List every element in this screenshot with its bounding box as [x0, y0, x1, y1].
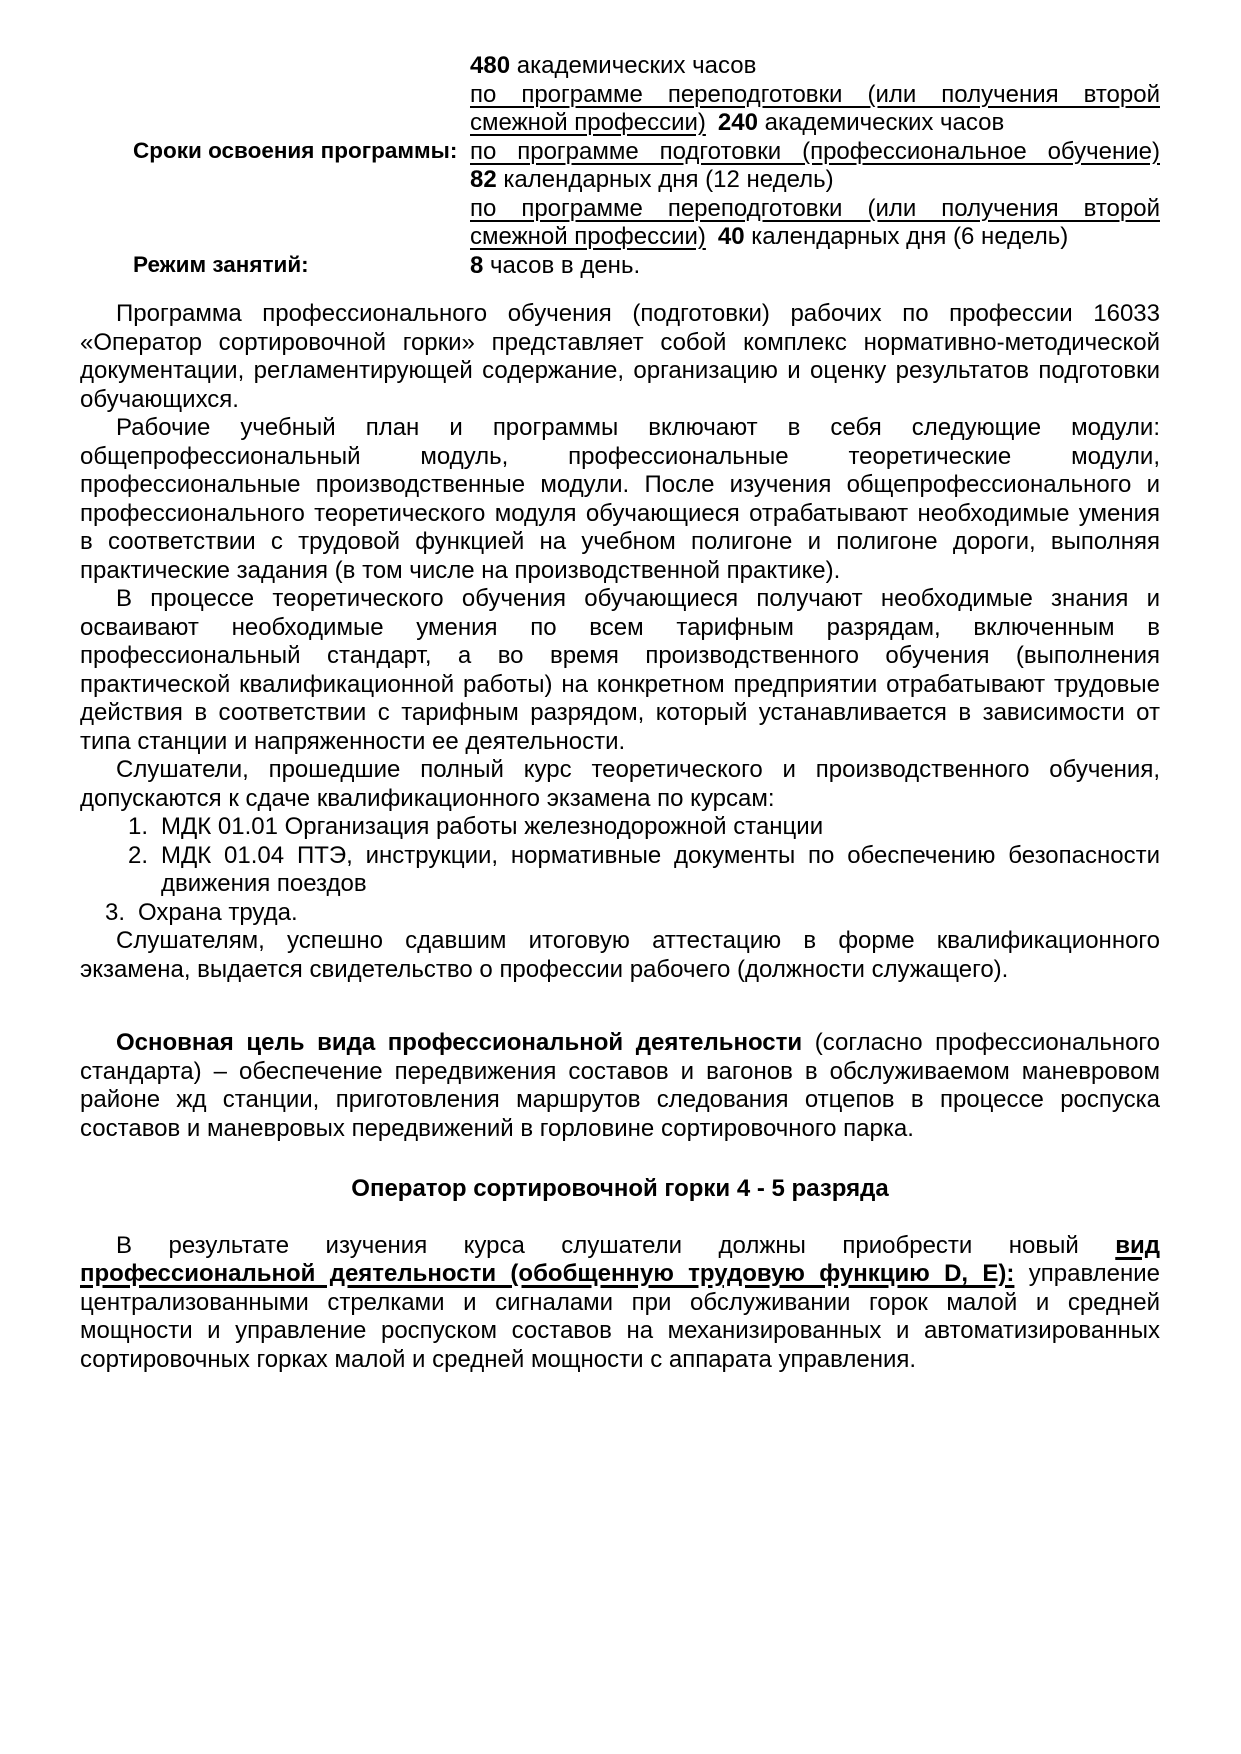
paragraph-course-result	[80, 1232, 1160, 1375]
hours-240: 240	[717, 109, 758, 136]
main-goal-rest-text: (согласно профессионального стандарта) – обеспечение передвижения составов и вагонов в обслуживаемом маневровом районе жд станции, приготовления маршрутов следования отцепов в процессе роспуска составов и маневровых передвижений в горловине сортировочного парка.	[80, 1029, 1160, 1142]
related-profession-text-2: смежной профессии)	[470, 223, 706, 250]
info-line-days-82	[470, 166, 1160, 195]
program-info-column	[470, 52, 1160, 280]
info-line-hours-per-day	[470, 252, 1160, 281]
hours-8: 8	[470, 251, 484, 279]
section-heading-operator-grade: Оператор сортировочной горки 4 - 5 разряда	[351, 1175, 889, 1202]
paragraph-program-overview: Программа профессионального обучения (подготовки) рабочих по профессии 16033 «Оператор сортировочной горки» представляет собой комплекс нормативно-методической документации, регламентирующей содержание, организацию и оценку результатов подготовки обучающихся.	[80, 300, 1160, 413]
hours-480-text: академических часов	[510, 52, 757, 79]
paragraph-exam-intro: Слушатели, прошедшие полный курс теоретического и производственного обучения, допускаются к сдаче квалификационного экзамена по курсам:	[80, 756, 1160, 812]
result-intro-text: В результате изучения курса слушатели должны приобрести новый	[116, 1231, 1116, 1259]
info-line-days-40	[470, 223, 1160, 252]
list-item-number: 3.	[105, 898, 126, 926]
duration-label: Сроки освоения программы:	[133, 138, 458, 163]
paragraph-main-goal	[80, 1029, 1160, 1143]
main-goal-bold-text: Основная цель вида профессиональной деятельности	[116, 1029, 803, 1056]
exam-course-list	[80, 813, 1160, 927]
info-line-hours-240	[470, 109, 1160, 138]
list-item-labor-safety	[105, 899, 1160, 928]
result-bold-underline-text: вид профессиональной деятельности (обобщенную трудовую функцию D, E):	[80, 1231, 1160, 1287]
days-40-text: календарных дня (6 недель)	[744, 223, 1069, 250]
result-rest-text: управление централизованными стрелками и сигналами при обслуживании горок малой и средней мощности и управление роспуском составов на механизированных и автоматизированных сортировочных горках малой и средней мощности с аппарата управления.	[80, 1260, 1160, 1373]
related-profession-text: смежной профессии)	[470, 109, 706, 136]
program-info-section	[80, 52, 1160, 280]
hours-480: 480	[470, 52, 511, 79]
list-item-number: 1.	[128, 813, 149, 840]
days-82: 82	[470, 166, 497, 193]
days-82-text: календарных дня (12 недель)	[496, 166, 834, 193]
paragraph-certificate: Слушателям, успешно сдавшим итоговую аттестацию в форме квалификационного экзамена, выдается свидетельство о профессии рабочего (должности служащего).	[80, 927, 1160, 983]
list-item-text: МДК 01.04 ПТЭ, инструкции, нормативные документы по обеспечению безопасности движения поездов	[161, 841, 1160, 897]
list-item-mdk-0101	[128, 813, 1160, 842]
info-line-hours-480	[470, 52, 1160, 81]
paragraph-modules: Рабочие учебный план и программы включают в себя следующие модули: общепрофессиональный модуль, профессиональные теоретические модули, профессиональные производственные модули. После изучения общепрофессионального и профессионального теоретического модуля обучающиеся отрабатывают необходимые умения в соответствии с трудовой функцией на учебном полигоне и полигоне дороги, выполняя практические задания (в том числе на производственной практике).	[80, 414, 1160, 584]
hours-240-text: академических часов	[757, 109, 1005, 136]
days-40: 40	[717, 223, 745, 250]
paragraph-training-process: В процессе теоретического обучения обучающиеся получают необходимые знания и осваивают необходимые умения по всем тарифным разрядам, включенным в профессиональный стандарт, а во время производственного обучения (выполнения практической квалификационной работы) на конкретном предприятии отрабатывают трудовые действия в соответствии с тарифным разрядом, который устанавливается в зависимости от типа станции и напряженности ее деятельности.	[80, 585, 1160, 755]
list-item-text: Охрана труда.	[138, 898, 298, 926]
list-item-mdk-0104	[128, 842, 1160, 899]
schedule-label: Режим занятий:	[133, 252, 309, 277]
list-item-text: МДК 01.01 Организация работы железнодорожной станции	[161, 813, 824, 840]
info-line-training-program: по программе подготовки (профессиональное обучение)	[470, 137, 1160, 165]
info-line-retraining-2: по программе переподготовки (или получения второй	[470, 194, 1160, 222]
list-item-number: 2.	[128, 841, 149, 869]
hours-8-text: часов в день.	[483, 251, 641, 279]
info-line-retraining-1: по программе переподготовки (или получения второй	[470, 80, 1160, 108]
